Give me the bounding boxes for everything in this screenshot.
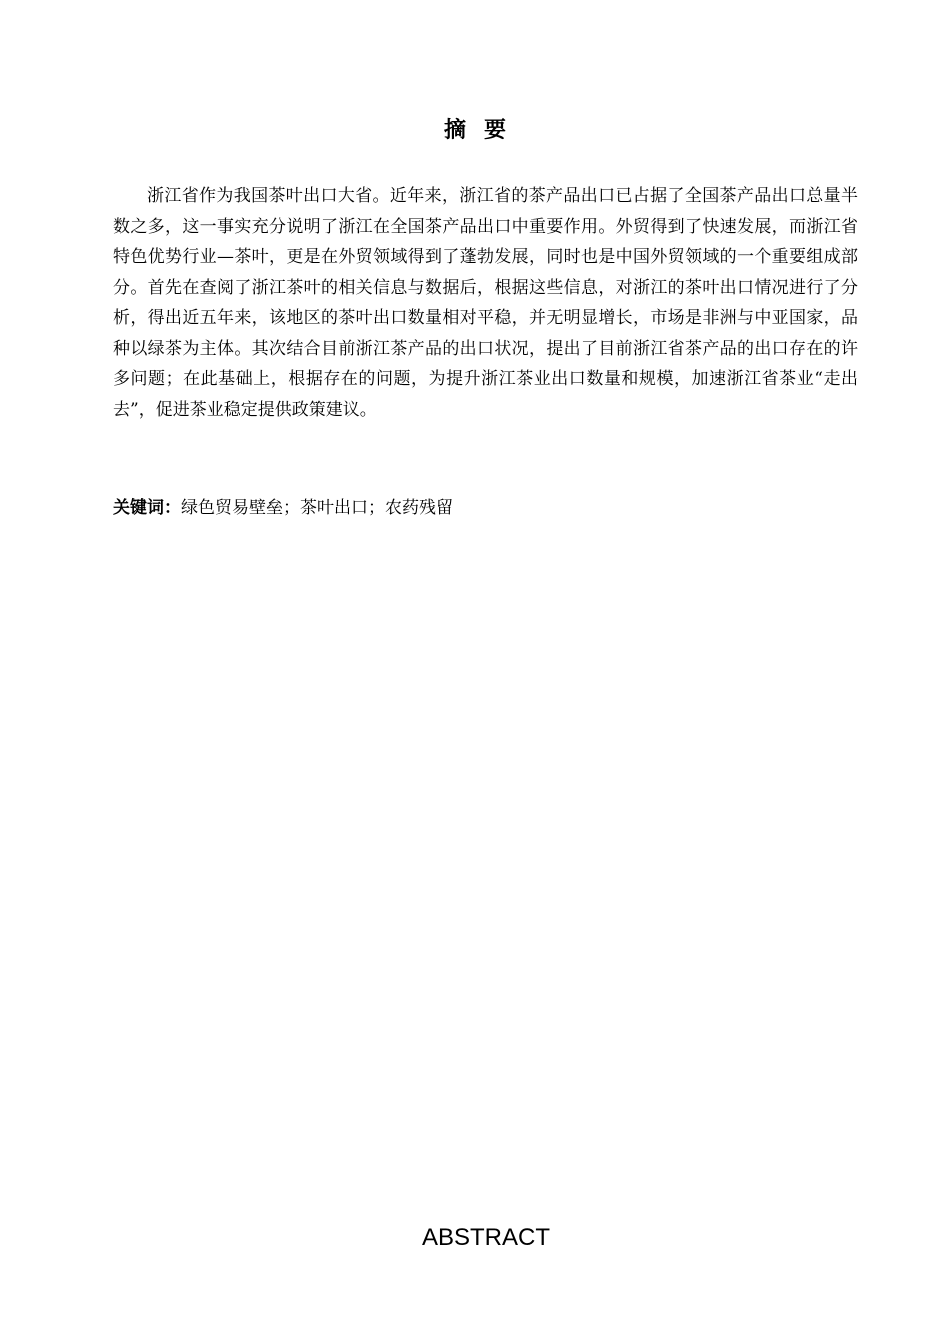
abstract-body: 浙江省作为我国茶叶出口大省。近年来，浙江省的茶产品出口已占据了全国茶产品出口总量半数之多，这一事实充分说明了浙江在全国茶产品出口中重要作用。外贸得到了快速发展，而浙江省特色优势行业—茶叶，更是在外贸领域得到了蓬勃发展，同时也是中国外贸领域的一个重要组成部分。首先在查阅了浙江茶叶的相关信息与数据后，根据这些信息，对浙江的茶叶出口情况进行了分析，得出近五年来，该地区的茶叶出口数量相对平稳，并无明显增长，市场是非洲与中亚国家，品种以绿茶为主体。其次结合目前浙江茶产品的出口状况，提出了目前浙江省茶产品的出口存在的许多问题；在此基础上，根据存在的问题，为提升浙江茶业出口数量和规模，加速浙江省茶业“走出去”，促进茶业稳定提供政策建议。 [113,186,858,420]
keywords-line [113,494,858,522]
abstract-title: 摘要 [443,118,524,143]
keywords-label: 关键词： [113,498,181,518]
keywords-value: 绿色贸易壁垒；茶叶出口；农药残留 [181,498,453,518]
english-abstract-title: ABSTRACT [421,1224,550,1251]
